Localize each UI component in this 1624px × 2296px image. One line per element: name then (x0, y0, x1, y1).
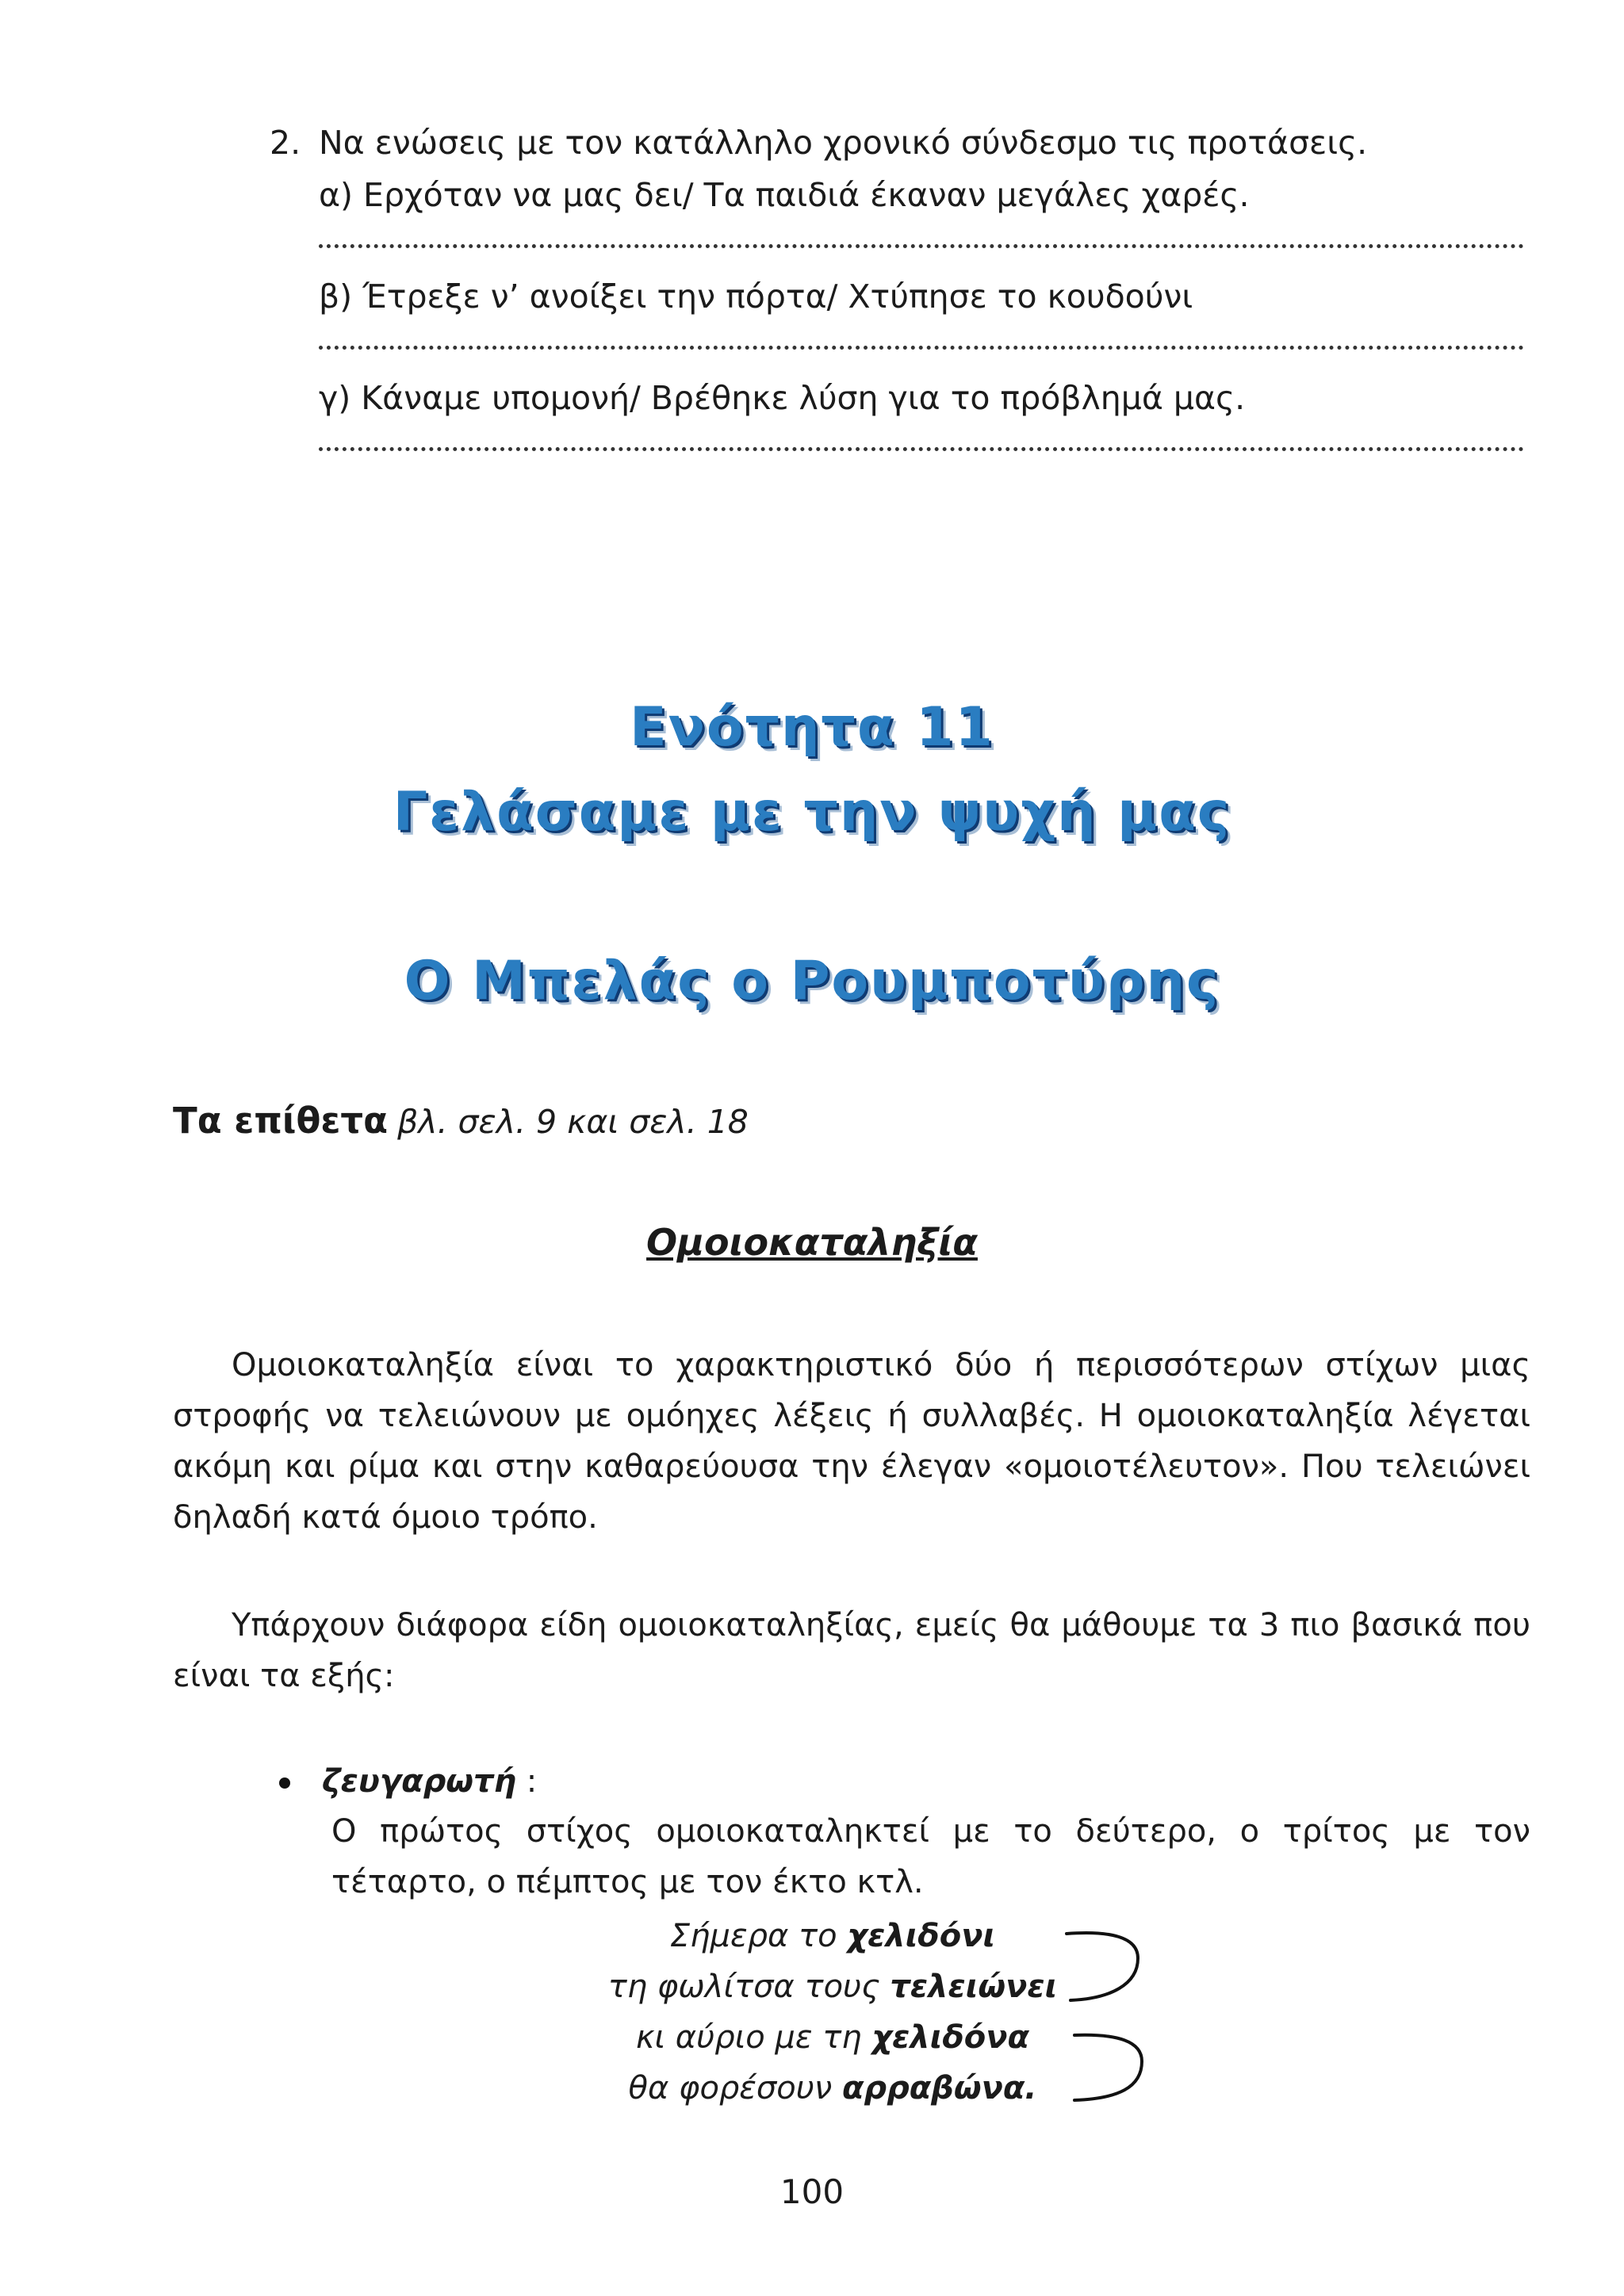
rhyme-brace-icon (1063, 1923, 1158, 2010)
poem-rhyme-word: τελειώνει (890, 1969, 1058, 2005)
page-number: 100 (779, 2172, 845, 2211)
epitheta-reference: βλ. σελ. 9 και σελ. 18 (397, 1103, 749, 1141)
subheading: Ομοιοκαταληξία (646, 1221, 978, 1264)
poem-line-text: θα φορέσουν (628, 2070, 842, 2107)
rhyme-brace-icon (1071, 2026, 1166, 2113)
bullet-term: ζευγαρωτή (322, 1763, 517, 1800)
poem-line-text: Σήμερα το (669, 1918, 848, 1954)
poem-rhyme-word: χελιδόνι (847, 1918, 996, 1954)
exercise-item-a: α) Ερχόταν να μας δει/ Τα παιδιά έκαναν μεγάλες χαρές. (319, 176, 1250, 214)
unit-heading: Ενότητα 11 (630, 696, 994, 759)
epitheta-label: Τα επίθετα (173, 1100, 389, 1142)
poem-example (555, 1911, 1110, 2114)
answer-line-c (319, 422, 1538, 471)
poem-line (555, 2063, 1110, 2114)
paragraph-types: Υπάρχουν διάφορα είδη ομοιοκαταληξίας, εμείς θα μάθουμε τα 3 πιο βασικά που είναι τα εξής: (173, 1607, 1530, 1694)
poem-line (555, 2012, 1110, 2063)
bullet-icon (279, 1777, 290, 1789)
poem-line (555, 1961, 1110, 2012)
bullet-separator: : (516, 1763, 538, 1800)
exercise-2 (270, 119, 1538, 471)
poem-rhyme-word: αρραβώνα. (841, 2070, 1037, 2107)
answer-line-a (319, 219, 1538, 268)
poem-rhyme-word: χελιδόνα (871, 2019, 1030, 2056)
epitheta-line (173, 1100, 749, 1142)
poem-line (555, 1911, 1110, 1961)
poem-line-text: τη φωλίτσα τους (607, 1969, 891, 2005)
bullet-item (279, 1756, 537, 1807)
answer-line-b (319, 320, 1538, 369)
lesson-title: Ο Μπελάς ο Ρουμποτύρης (404, 950, 1220, 1012)
bullet-description: Ο πρώτος στίχος ομοιοκαταληκτεί με το δεύτερο, ο τρίτος με τον τέταρτο, ο πέμπτος με τον έκτο κτλ. (331, 1813, 1530, 1900)
exercise-item-b: β) Έτρεξε ν’ ανοίξει την πόρτα/ Χτύπησε το κουδούνι (319, 277, 1193, 316)
exercise-prompt: Να ενώσεις με τον κατάλληλο χρονικό σύνδεσμο τις προτάσεις. (319, 124, 1368, 162)
paragraph-definition: Ομοιοκαταληξία είναι το χαρακτηριστικό δύο ή περισσότερων στίχων μιας στροφής να τελειώνουν με ομόηχες λέξεις ή συλλαβές. Η ομοιοκαταληξία λέγεται ακόμη και ρίμα και στην καθαρεύουσα την έλεγαν «ομοιοτέλευτον». Που τελειώνει δηλαδή κατά όμοιο τρόπο. (173, 1347, 1530, 1536)
exercise-item-c: γ) Κάναμε υπομονή/ Βρέθηκε λύση για το πρόβλημά μας. (319, 379, 1246, 417)
unit-title: Γελάσαμε με την ψυχή μας (393, 781, 1231, 844)
poem-line-text: κι αύριο με τη (635, 2019, 872, 2056)
exercise-number: 2. (270, 124, 301, 162)
